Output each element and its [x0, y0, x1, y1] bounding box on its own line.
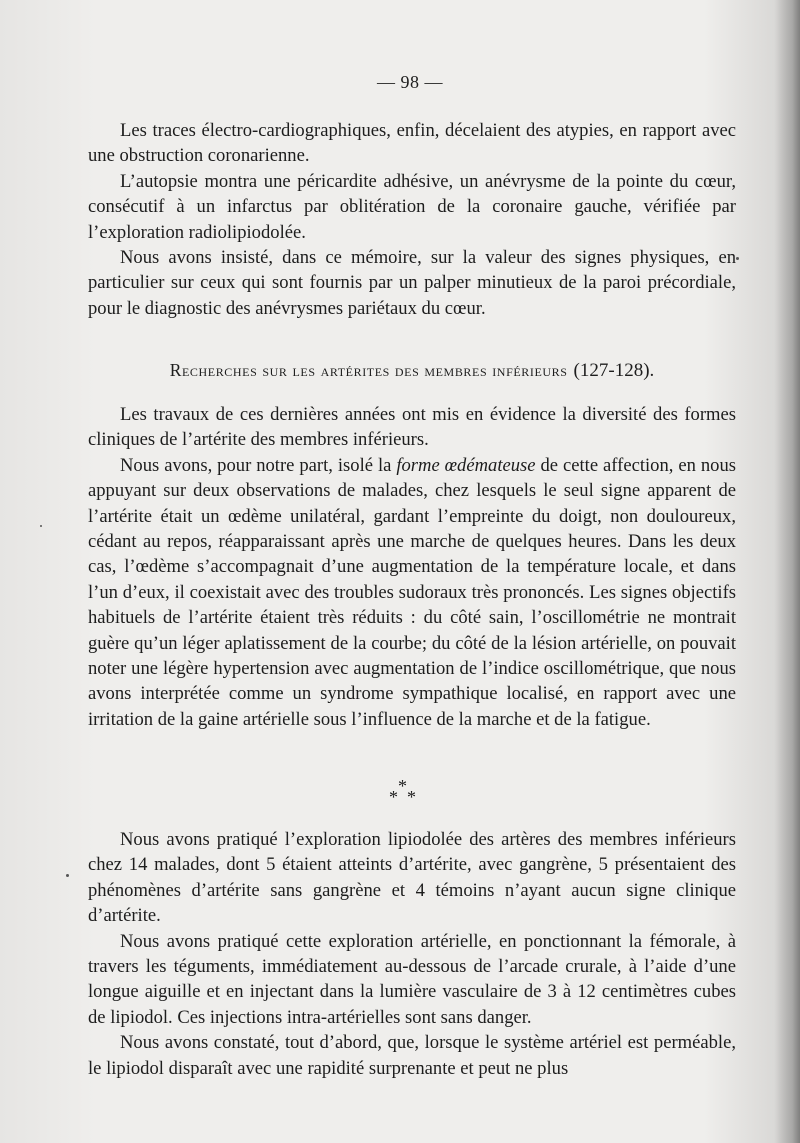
asterisk: * [389, 787, 398, 807]
paragraph-text: Nous avons, pour notre part, isolé la [120, 454, 397, 476]
paragraph: Les traces électro-cardiographiques, enfin, décelaient des atypies, en rapport avec une obstruction coronarienne. [88, 120, 736, 167]
text-block-bottom [88, 827, 736, 1081]
asterisk: * [398, 776, 407, 796]
paragraph: Nous avons constaté, tout d’abord, que, lorsque le système artériel est perméable, le lipiodol disparaît avec une rapidité surprenante et peut ne plus [88, 1032, 736, 1079]
paragraph: L’autopsie montra une péricardite adhésive, un anévrysme de la pointe du cœur, consécutif à un infarctus par oblitération de la coronaire gauche, vérifiée par l’exploration radiolipiodolée. [88, 170, 736, 243]
scan-speck [40, 525, 42, 527]
section-title: Recherches sur les artérites des membres inférieurs [169, 360, 568, 380]
scan-speck [736, 257, 739, 260]
paragraph: Nous avons pratiqué l’exploration lipiodolée des artères des membres inférieurs chez 14 malades, dont 5 étaient atteints d’artérite, avec gangrène, 5 présentaient des phénomènes d’artérite sans gangrène et 4 témoins n’ayant aucun signe clinique d’artérite. [88, 829, 736, 927]
paragraph: Nous avons pratiqué cette exploration artérielle, en ponctionnant la fémorale, à travers les téguments, immédiatement au-dessous de l’arcade crurale, à l’aide d’une longue aiguille et en injectant dans la lumière vasculaire de 3 à 12 centimètres cubes de lipiodol. Ces injections intra-artérielles sont sans danger. [88, 930, 736, 1028]
section-reference: (127-128). [573, 360, 655, 381]
paragraph [88, 453, 736, 732]
section-heading [88, 358, 736, 383]
italic-term: forme œdémateuse [396, 454, 536, 476]
text-block-middle [88, 402, 736, 732]
paragraph: Nous avons insisté, dans ce mémoire, sur la valeur des signes physiques, en particulier sur ceux qui sont fournis par un palper minutieux de la paroi précordiale, pour le diagnostic des anévrysmes pariétaux du cœur. [88, 247, 736, 319]
paragraph-text: de cette affection, en nous appuyant sur deux observations de malades, chez lesquels le seul signe apparent de l’artérite était un œdème unilatéral, gardant l’empreinte du doigt, non douloureux, cédant au repos, réapparaissant après une marche de quelques heures. Dans les deux cas, l’œdème s’accompagnait d’une augmentation de la température locale, et dans l’un d’eux, il coexistait avec des troubles sudoraux très prononcés. Les signes objectifs habituels de l’artérite étaient très réduits : du côté sain, l’oscillométrie ne montrait guère qu’un léger aplatissement de la courbe; du côté de la lésion artérielle, on pouvait noter une légère hypertension avec augmentation de l’indice oscillométrique, que nous avons interprétée comme un syndrome sympathique localisé, en rapport avec une irritation de la gaine artérielle sous l’influence de la marche et de la fatigue. [88, 454, 736, 730]
scan-speck [66, 874, 69, 877]
page-number: — 98 — [377, 72, 443, 92]
scan-shadow-edge [774, 0, 800, 1143]
paragraph: Les travaux de ces dernières années ont mis en évidence la diversité des formes cliniques de l’artérite des membres inférieurs. [88, 404, 736, 451]
asterism-separator [370, 776, 430, 812]
text-block-top [88, 118, 736, 321]
asterisk: * [407, 787, 416, 807]
